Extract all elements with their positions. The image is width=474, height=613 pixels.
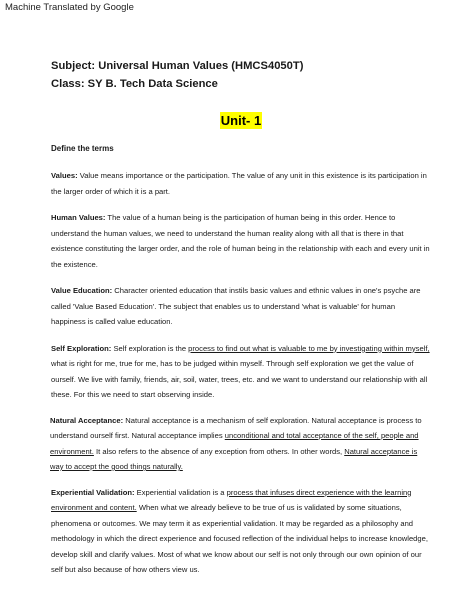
- paragraph-value-education: [51, 283, 431, 330]
- paragraph-natural-acceptance: [50, 413, 431, 475]
- paragraph-text: It also refers to the absence of any exception from others. In other words,: [93, 446, 345, 456]
- unit-title: Unit- 1: [220, 113, 262, 128]
- paragraph-text: Experiential validation is a: [134, 487, 227, 497]
- underlined-text: process to find out what is valuable to me by investigating within myself,: [188, 343, 430, 353]
- paragraph-text: Natural acceptance is a mechanism of self exploration. Natural acceptance is process to understand ourself first. Natural acceptance implies: [50, 415, 422, 440]
- paragraph-self-exploration: [51, 341, 431, 403]
- paragraph-text: Value means importance or the participation. The value of any unit in this existence is its participation in the larger order of which it is a part.: [51, 171, 427, 196]
- paragraph-text: The value of a human being is the participation of human being in this order. Hence to understand the human values, we need to understand the human reality along with all that is there in that existence constituting the larger order, and the role of human being in the relationship with each and every unit in the existence.: [51, 213, 430, 269]
- term-label: Human Values:: [51, 213, 106, 222]
- term-label: Values:: [51, 171, 78, 180]
- underlined-text: process that infuses direct experience with the learning environment and content.: [51, 487, 412, 512]
- term-label: Natural Acceptance:: [50, 415, 124, 425]
- paragraph-human-values: [51, 210, 431, 272]
- underlined-text: unconditional and total acceptance of the self, people and environment.: [50, 431, 419, 456]
- subject-line: Subject: Universal Human Values (HMCS4050T): [51, 60, 304, 72]
- paragraph-text: Self exploration is the: [111, 343, 189, 353]
- paragraph-text: Character oriented education that instils basic values and ethnic values in one's psyche are called 'Value Based Education'. The subject that enables us to understand 'what is valuable' for human happiness is called value education.: [51, 286, 421, 326]
- term-label: Experiential Validation:: [51, 487, 135, 497]
- section-heading: Define the terms: [51, 144, 114, 153]
- document-page: [51, 58, 431, 578]
- term-label: Self Exploration:: [51, 343, 112, 353]
- unit-title-wrap: [51, 112, 431, 132]
- paragraph-text: When what we already believe to be true of us is validated by some situations, phenomena or outcomes. We may term it as experiential validation. It may be regarded as a philosophy and methodology in which the direct experience and focused reflection of the individual helps to increase knowledge, develop skill and clarify values. Most of what we know about our self is not only through our own opinion of our self but also because of how others view us.: [51, 503, 428, 574]
- term-label: Value Education:: [51, 286, 113, 295]
- class-line: Class: SY B. Tech Data Science: [51, 78, 218, 90]
- paragraph-values: [51, 168, 431, 199]
- paragraph-experiential-validation: [51, 485, 431, 578]
- underlined-text: Natural acceptance is way to accept the good things naturally.: [50, 446, 418, 471]
- machine-translation-banner: Machine Translated by Google: [5, 2, 134, 13]
- paragraph-text: what is right for me, true for me, has to be judged within myself. Through self exploration we get the value of ourself. We live with family, friends, air, soil, water, trees, etc. and we want to understand our relationship with all these. For this we need to start observing inside.: [51, 359, 428, 399]
